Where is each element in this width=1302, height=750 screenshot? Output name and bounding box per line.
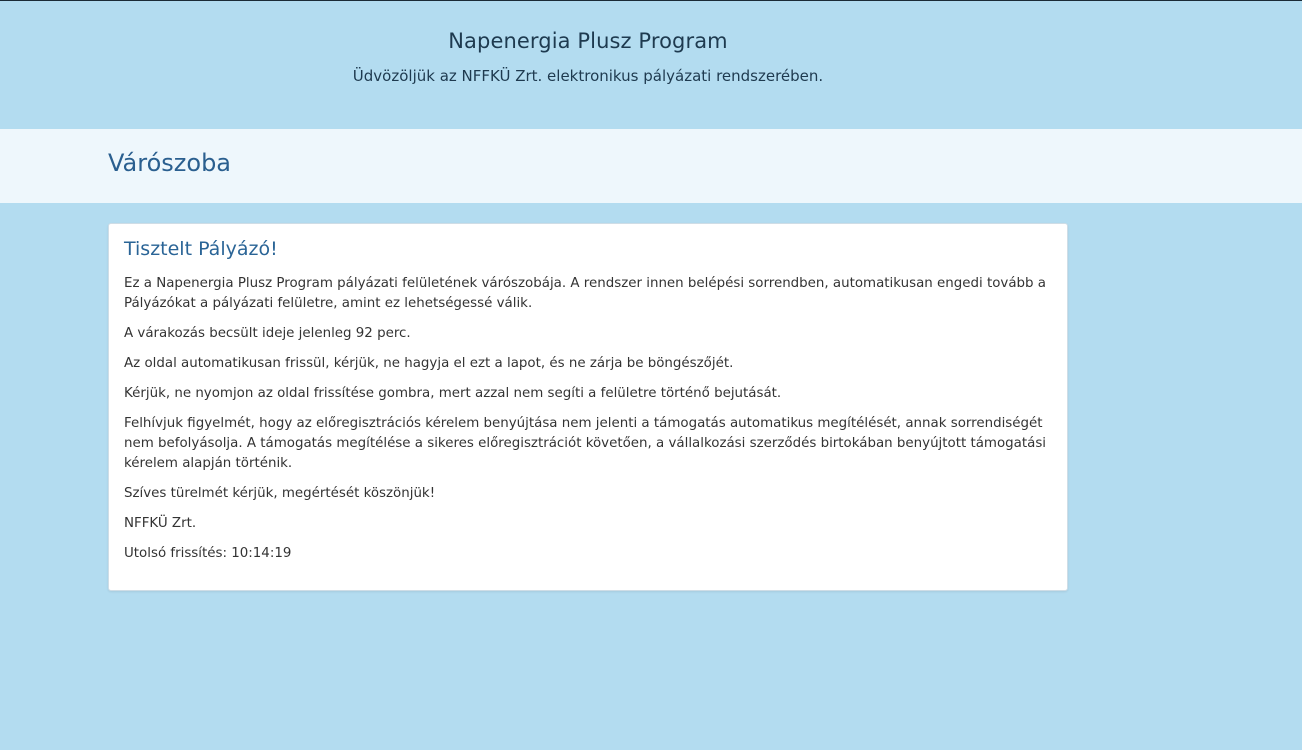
main-content xyxy=(0,203,1302,750)
auto-refresh-notice: Az oldal automatikusan frissül, kérjük, ne hagyja el ezt a lapot, és ne zárja be böngészőjét. xyxy=(124,356,734,371)
thanks-text: Szíves türelmét kérjük, megértését köszönjük! xyxy=(124,486,436,501)
last-refresh-text: Utolsó frissítés: 10:14:19 xyxy=(124,546,292,561)
site-subtitle: Üdvözöljük az NFFKÜ Zrt. elektronikus pályázati rendszerében. xyxy=(352,67,824,85)
disclaimer-paragraph: Felhívjuk figyelmét, hogy az előregisztrációs kérelem benyújtása nem jelenti a támogatás automatikus megítélését, annak sorrendiségét nem befolyásolja. A támogatás megítélése a sikeres előregisztrációt követően, a vállalkozási szerződés birtokában benyújtott támogatási kérelem alapján történik. xyxy=(124,416,1047,471)
signature-text: NFFKÜ Zrt. xyxy=(124,516,197,531)
intro-paragraph: Ez a Napenergia Plusz Program pályázati felületének várószobája. A rendszer innen belépési sorrendben, automatikusan engedi tovább a Pályázókat a pályázati felületre, amint ez lehetségessé válik. xyxy=(124,276,1047,311)
site-title: Napenergia Plusz Program xyxy=(448,29,728,53)
card-heading: Tisztelt Pályázó! xyxy=(124,238,278,260)
no-refresh-notice: Kérjük, ne nyomjon az oldal frissítése gombra, mert azzal nem segíti a felületre történő bejutását. xyxy=(124,386,782,401)
waiting-room-card xyxy=(108,223,1068,591)
page-title-band xyxy=(0,129,1302,203)
estimated-wait-text: A várakozás becsült ideje jelenleg 92 perc. xyxy=(124,326,411,341)
page-title: Várószoba xyxy=(108,149,232,177)
site-header xyxy=(0,1,1302,129)
